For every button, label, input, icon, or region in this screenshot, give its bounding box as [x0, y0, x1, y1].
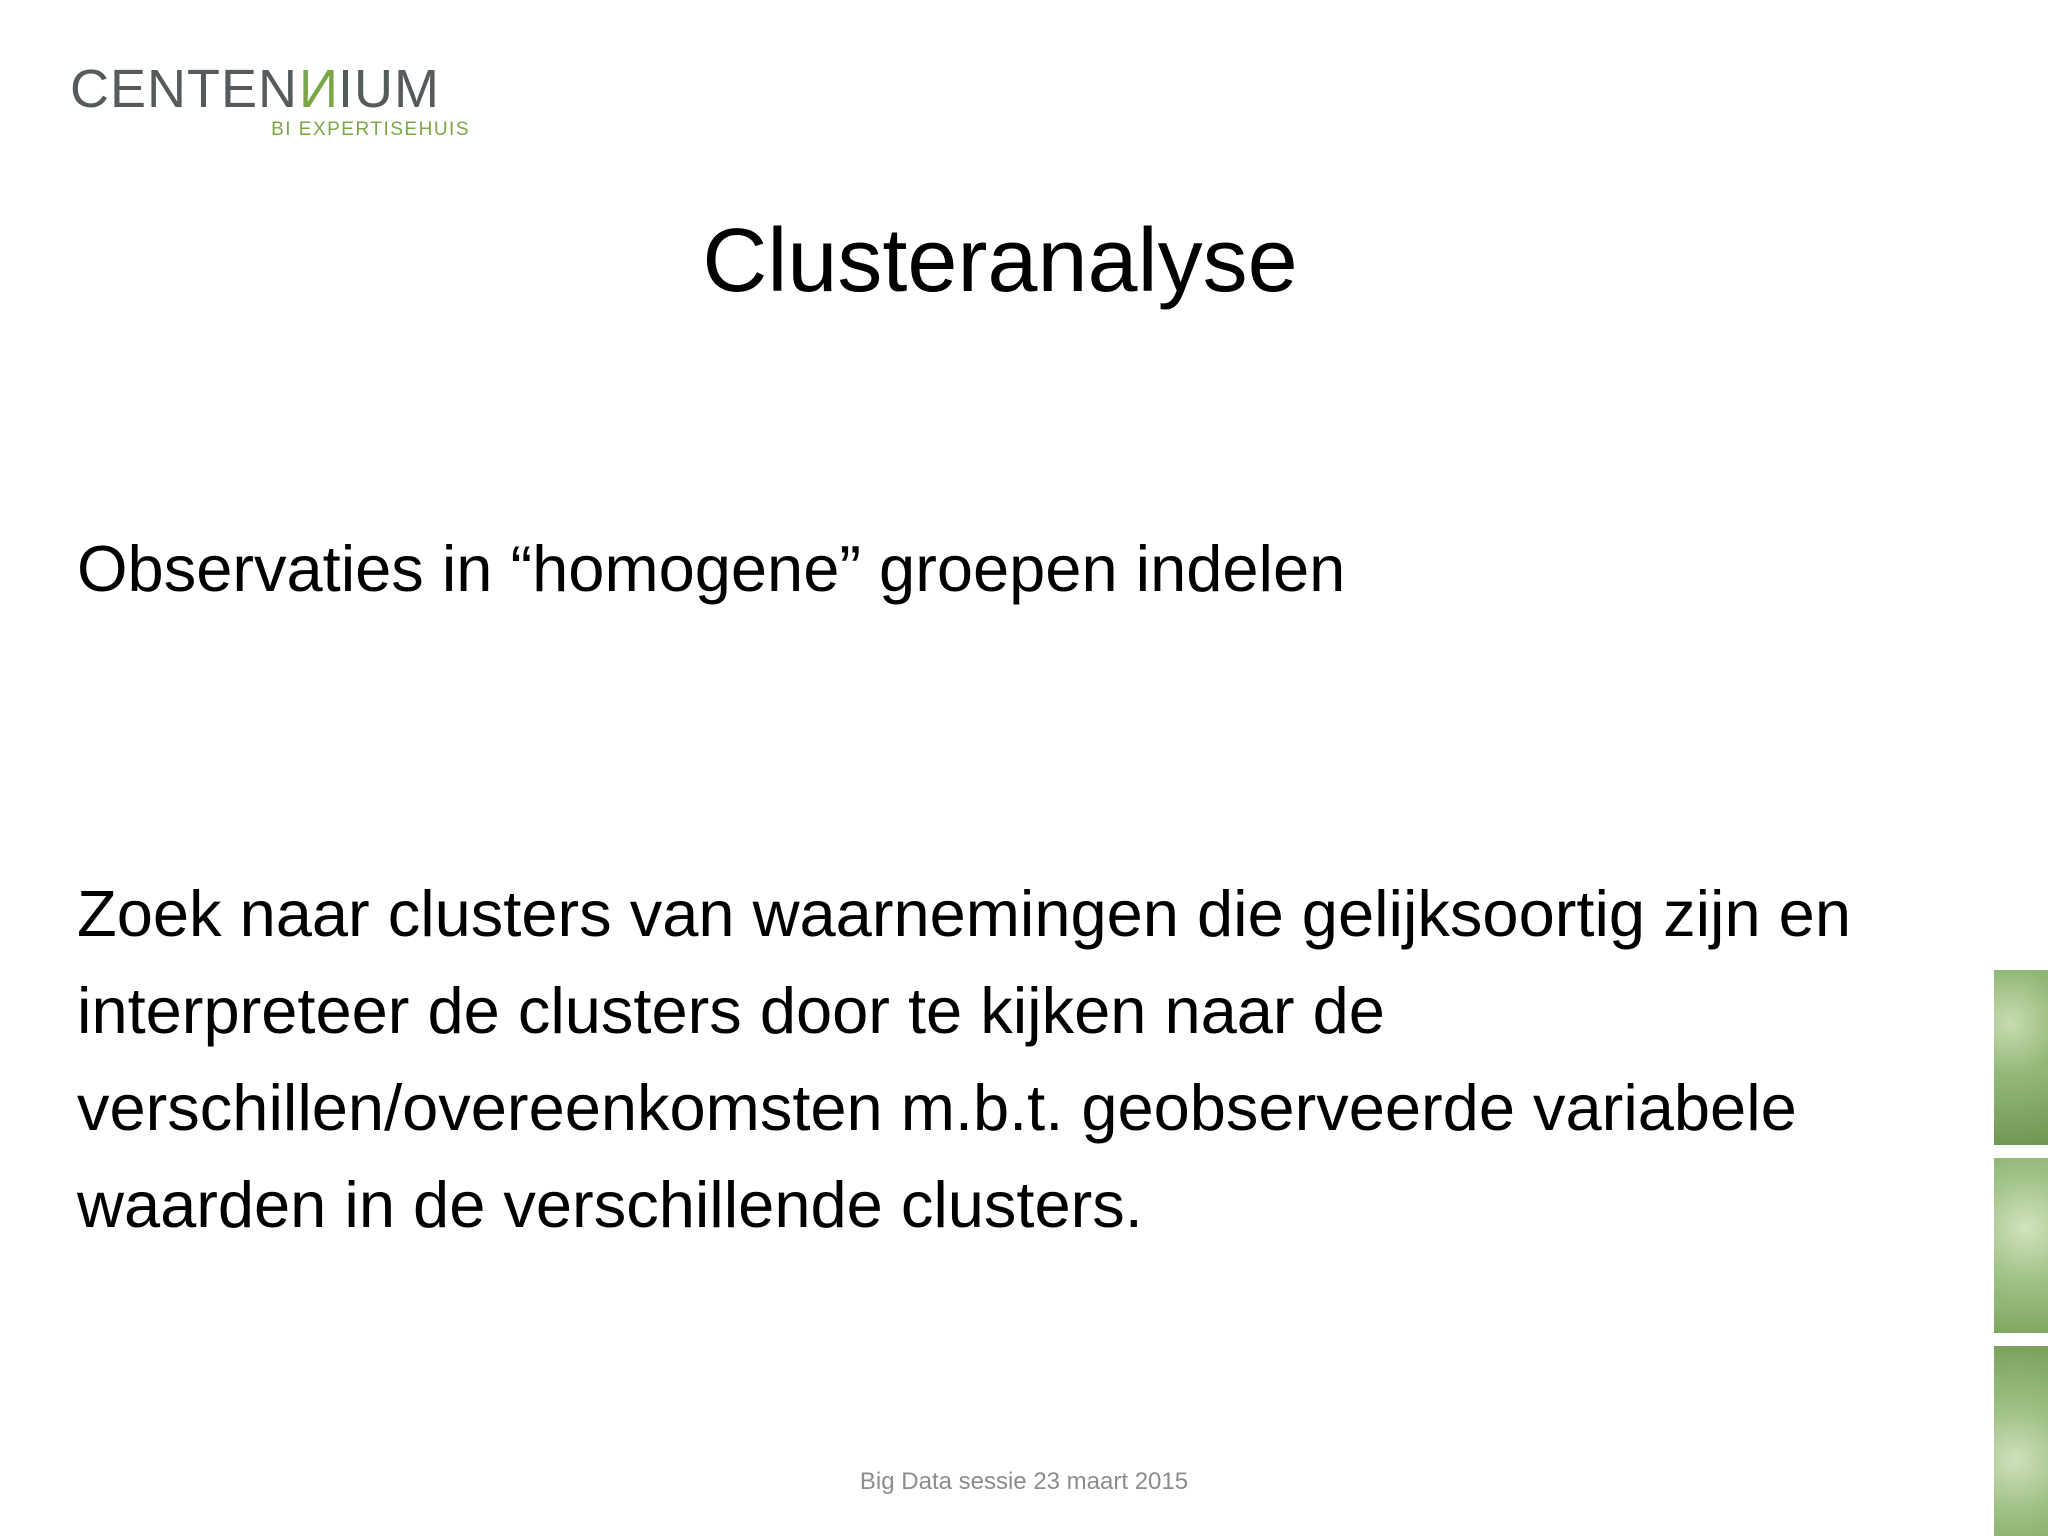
paragraph-observations: Observaties in “homogene” groepen indelen [77, 532, 1346, 605]
decorative-green-image-bottom [1994, 1346, 2048, 1536]
logo-subtitle: BI EXPERTISEHUIS [271, 119, 470, 140]
paragraph-cluster-description: Zoek naar clusters van waarnemingen die gelijksoortig zijn en interpreteer de clusters door te kijken naar de verschillen/overeenkomsten m.b.t. geobserveerde variabele waarden in de verschillende clusters. [77, 877, 1851, 1241]
slide-title: Clusteranalyse [702, 211, 1298, 311]
centennium-logo [70, 59, 470, 152]
logo-text-prefix: CENTEN [70, 59, 299, 119]
decorative-green-image-middle [1994, 1158, 2048, 1333]
logo-text-suffix: IUM [338, 59, 440, 119]
slide-footer: Big Data sessie 23 maart 2015 [859, 1468, 1189, 1495]
logo-mirrored-n: N [298, 59, 339, 119]
decorative-green-image-top [1994, 970, 2048, 1145]
logo-wordmark [70, 59, 440, 119]
